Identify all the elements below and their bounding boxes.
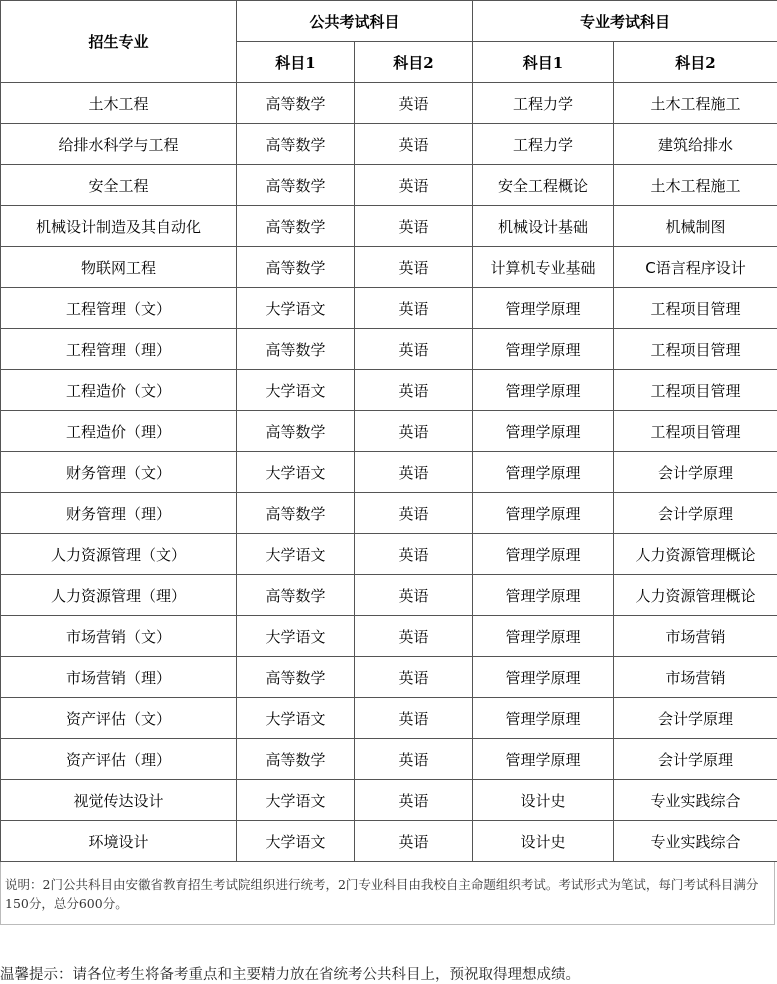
- pro-subject-2-cell: 工程项目管理: [614, 370, 777, 411]
- pro-subject-2-cell: 人力资源管理概论: [614, 575, 777, 616]
- major-cell: 人力资源管理（文）: [1, 534, 237, 575]
- table-row: [1, 575, 777, 616]
- table-row: [1, 165, 777, 206]
- table-row: [1, 821, 777, 862]
- pro-subject-2-cell: 建筑给排水: [614, 124, 777, 165]
- pro-subject-1-cell: 管理学原理: [473, 411, 614, 452]
- public-subject-1-cell: 大学语文: [237, 821, 355, 862]
- major-cell: 工程造价（理）: [1, 411, 237, 452]
- pro-subject-2-cell: 机械制图: [614, 206, 777, 247]
- table-row: [1, 206, 777, 247]
- header-public-subjects: 公共考试科目: [237, 1, 473, 42]
- header-public-subject-1: 科目1: [237, 42, 355, 83]
- major-cell: 工程管理（文）: [1, 288, 237, 329]
- pro-subject-1-cell: 管理学原理: [473, 657, 614, 698]
- major-cell: 工程造价（文）: [1, 370, 237, 411]
- pro-subject-1-cell: 管理学原理: [473, 493, 614, 534]
- major-cell: 财务管理（文）: [1, 452, 237, 493]
- public-subject-2-cell: 英语: [355, 698, 473, 739]
- public-subject-2-cell: 英语: [355, 124, 473, 165]
- pro-subject-1-cell: 机械设计基础: [473, 206, 614, 247]
- table-row: [1, 493, 777, 534]
- table-row: [1, 534, 777, 575]
- public-subject-2-cell: 英语: [355, 247, 473, 288]
- pro-subject-2-cell: 专业实践综合: [614, 780, 777, 821]
- public-subject-2-cell: 英语: [355, 534, 473, 575]
- public-subject-2-cell: 英语: [355, 493, 473, 534]
- table-row: [1, 411, 777, 452]
- pro-subject-2-cell: 土木工程施工: [614, 165, 777, 206]
- table-row: [1, 370, 777, 411]
- pro-subject-1-cell: 计算机专业基础: [473, 247, 614, 288]
- public-subject-1-cell: 高等数学: [237, 83, 355, 124]
- table-row: [1, 288, 777, 329]
- public-subject-1-cell: 高等数学: [237, 206, 355, 247]
- pro-subject-1-cell: 管理学原理: [473, 616, 614, 657]
- public-subject-1-cell: 大学语文: [237, 534, 355, 575]
- table-row: [1, 329, 777, 370]
- public-subject-2-cell: 英语: [355, 206, 473, 247]
- pro-subject-1-cell: 管理学原理: [473, 534, 614, 575]
- pro-subject-2-cell: 会计学原理: [614, 698, 777, 739]
- pro-subject-2-cell: 土木工程施工: [614, 83, 777, 124]
- public-subject-2-cell: 英语: [355, 821, 473, 862]
- pro-subject-2-cell: 会计学原理: [614, 493, 777, 534]
- pro-subject-2-cell: 会计学原理: [614, 739, 777, 780]
- pro-subject-1-cell: 管理学原理: [473, 329, 614, 370]
- public-subject-1-cell: 大学语文: [237, 452, 355, 493]
- table-row: [1, 452, 777, 493]
- major-cell: 环境设计: [1, 821, 237, 862]
- pro-subject-1-cell: 管理学原理: [473, 739, 614, 780]
- pro-subject-1-cell: 设计史: [473, 780, 614, 821]
- major-cell: 物联网工程: [1, 247, 237, 288]
- pro-subject-1-cell: 管理学原理: [473, 575, 614, 616]
- public-subject-2-cell: 英语: [355, 370, 473, 411]
- table-row: [1, 124, 777, 165]
- pro-subject-2-cell: 专业实践综合: [614, 821, 777, 862]
- pro-subject-2-cell: 市场营销: [614, 657, 777, 698]
- pro-subject-1-cell: 设计史: [473, 821, 614, 862]
- public-subject-2-cell: 英语: [355, 780, 473, 821]
- public-subject-1-cell: 大学语文: [237, 370, 355, 411]
- pro-subject-2-cell: 工程项目管理: [614, 288, 777, 329]
- table-row: [1, 616, 777, 657]
- public-subject-2-cell: 英语: [355, 288, 473, 329]
- major-cell: 市场营销（理）: [1, 657, 237, 698]
- major-cell: 资产评估（文）: [1, 698, 237, 739]
- major-cell: 市场营销（文）: [1, 616, 237, 657]
- pro-subject-1-cell: 安全工程概论: [473, 165, 614, 206]
- header-public-subject-2: 科目2: [355, 42, 473, 83]
- public-subject-1-cell: 大学语文: [237, 698, 355, 739]
- public-subject-2-cell: 英语: [355, 83, 473, 124]
- table-row: [1, 698, 777, 739]
- public-subject-2-cell: 英语: [355, 575, 473, 616]
- major-cell: 工程管理（理）: [1, 329, 237, 370]
- major-cell: 土木工程: [1, 83, 237, 124]
- pro-subject-2-cell: 工程项目管理: [614, 329, 777, 370]
- major-cell: 资产评估（理）: [1, 739, 237, 780]
- pro-subject-2-cell: 人力资源管理概论: [614, 534, 777, 575]
- exam-tip: 温馨提示：请各位考生将备考重点和主要精力放在省统考公共科目上，预祝取得理想成绩。: [0, 967, 580, 983]
- public-subject-2-cell: 英语: [355, 165, 473, 206]
- public-subject-1-cell: 高等数学: [237, 247, 355, 288]
- major-cell: 视觉传达设计: [1, 780, 237, 821]
- public-subject-2-cell: 英语: [355, 657, 473, 698]
- major-cell: 安全工程: [1, 165, 237, 206]
- public-subject-2-cell: 英语: [355, 616, 473, 657]
- table-body: [1, 83, 777, 862]
- pro-subject-1-cell: 管理学原理: [473, 370, 614, 411]
- header-major: 招生专业: [1, 1, 237, 83]
- pro-subject-1-cell: 管理学原理: [473, 452, 614, 493]
- public-subject-1-cell: 高等数学: [237, 329, 355, 370]
- pro-subject-1-cell: 工程力学: [473, 124, 614, 165]
- table-row: [1, 739, 777, 780]
- public-subject-1-cell: 高等数学: [237, 575, 355, 616]
- header-pro-subject-1: 科目1: [473, 42, 614, 83]
- public-subject-1-cell: 高等数学: [237, 657, 355, 698]
- pro-subject-2-cell: 市场营销: [614, 616, 777, 657]
- public-subject-1-cell: 高等数学: [237, 493, 355, 534]
- public-subject-1-cell: 高等数学: [237, 739, 355, 780]
- public-subject-1-cell: 高等数学: [237, 411, 355, 452]
- table-row: [1, 83, 777, 124]
- major-cell: 财务管理（理）: [1, 493, 237, 534]
- header-pro-subject-2: 科目2: [614, 42, 777, 83]
- pro-subject-1-cell: 工程力学: [473, 83, 614, 124]
- pro-subject-2-cell: 工程项目管理: [614, 411, 777, 452]
- public-subject-1-cell: 高等数学: [237, 165, 355, 206]
- table-row: [1, 780, 777, 821]
- table-row: [1, 657, 777, 698]
- public-subject-1-cell: 高等数学: [237, 124, 355, 165]
- pro-subject-2-cell: 会计学原理: [614, 452, 777, 493]
- header-professional-subjects: 专业考试科目: [473, 1, 777, 42]
- public-subject-1-cell: 大学语文: [237, 616, 355, 657]
- major-cell: 人力资源管理（理）: [1, 575, 237, 616]
- public-subject-2-cell: 英语: [355, 739, 473, 780]
- exam-note: 说明：2门公共科目由安徽省教育招生考试院组织进行统考，2门专业科目由我校自主命题组织考试。考试形式为笔试，每门考试科目满分150分，总分600分。: [0, 862, 775, 925]
- pro-subject-2-cell: C语言程序设计: [614, 247, 777, 288]
- table-row: [1, 247, 777, 288]
- public-subject-1-cell: 大学语文: [237, 780, 355, 821]
- public-subject-2-cell: 英语: [355, 411, 473, 452]
- public-subject-2-cell: 英语: [355, 452, 473, 493]
- public-subject-1-cell: 大学语文: [237, 288, 355, 329]
- major-cell: 机械设计制造及其自动化: [1, 206, 237, 247]
- pro-subject-1-cell: 管理学原理: [473, 698, 614, 739]
- pro-subject-1-cell: 管理学原理: [473, 288, 614, 329]
- major-cell: 给排水科学与工程: [1, 124, 237, 165]
- public-subject-2-cell: 英语: [355, 329, 473, 370]
